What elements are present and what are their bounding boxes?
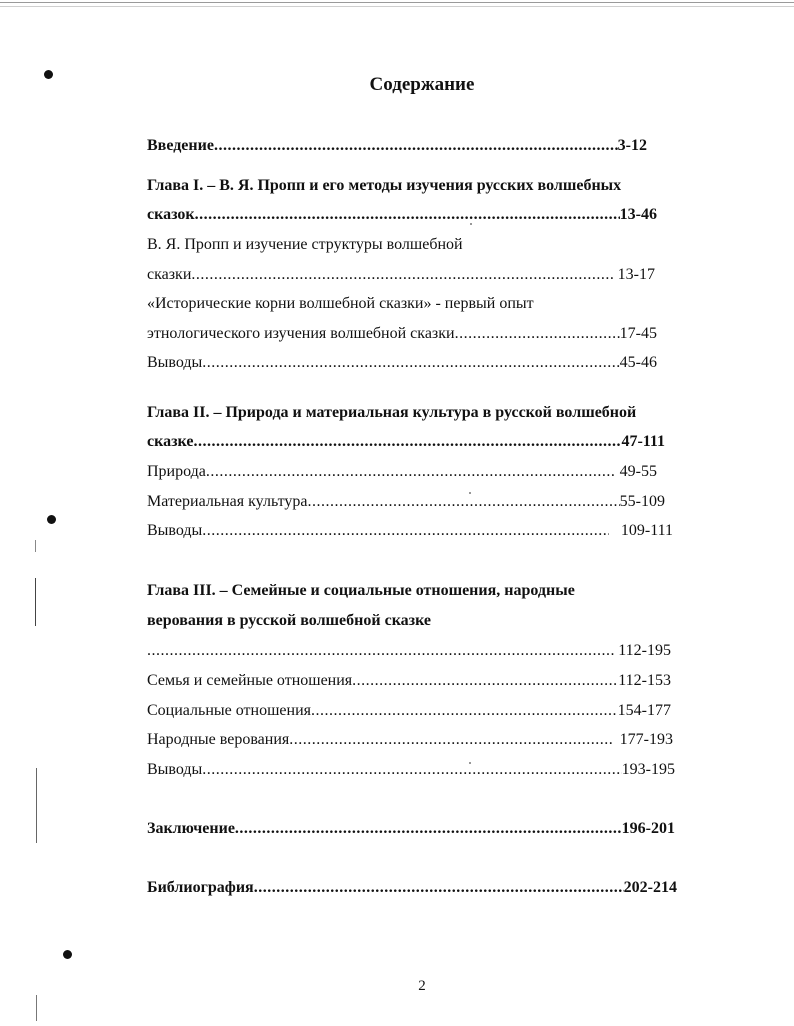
toc-entry — [147, 818, 675, 840]
toc-entry-title: Выводы — [147, 761, 203, 778]
toc-entry — [147, 293, 607, 315]
toc-entry-title: Глава III. – Семейные и социальные отношения, народные — [147, 582, 575, 599]
toc-entry — [147, 670, 671, 692]
toc-leader-dots — [193, 431, 621, 453]
toc-entry — [147, 759, 675, 781]
toc-entry-page: 196-201 — [621, 820, 675, 837]
toc-entry — [147, 610, 547, 632]
toc-entry-title: Материальная культура — [147, 493, 308, 510]
toc-entry — [147, 323, 657, 345]
toc-entry-title: сказок — [147, 206, 195, 223]
toc-entry-title: Народные верования — [147, 731, 290, 748]
toc-leader-dots — [202, 520, 609, 542]
toc-leader-dots — [235, 818, 622, 840]
punch-hole-mark — [63, 950, 72, 959]
toc-entry-title: В. Я. Пропп и изучение структуры волшебной — [147, 236, 463, 253]
scan-margin-mark — [36, 995, 37, 1021]
page-number: 2 — [418, 978, 426, 994]
toc-entry-page: 3-12 — [617, 137, 647, 154]
toc-leader-dots — [191, 264, 613, 286]
toc-leader-dots — [311, 700, 618, 722]
toc-entry — [147, 580, 647, 602]
scan-margin-mark — [35, 578, 36, 626]
toc-entry-title: Семья и семейные отношения — [147, 672, 353, 689]
scan-margin-mark — [35, 540, 36, 552]
toc-entry — [147, 352, 657, 374]
toc-entry-page: 109-111 — [608, 522, 673, 539]
toc-entry — [147, 640, 671, 662]
toc-entry-page: 154-177 — [617, 702, 671, 719]
toc-leader-dots — [455, 323, 620, 345]
toc-entry-title: этнологического изучения волшебной сказки — [147, 325, 455, 342]
toc-entry-title: Выводы — [147, 354, 203, 371]
toc-leader-dots — [254, 877, 624, 899]
scan-edge-line — [0, 6, 794, 7]
toc-entry — [147, 402, 707, 424]
toc-entry-page: 17-45 — [619, 325, 657, 342]
toc-entry-page: 177-193 — [611, 731, 673, 748]
toc-entry-page: 55-109 — [619, 493, 665, 510]
toc-entry-page: 112-153 — [618, 672, 671, 689]
scan-edge-line — [0, 2, 794, 3]
toc-entry-page: 13-17 — [613, 266, 655, 283]
toc-entry — [147, 431, 665, 453]
toc-entry-title: сказке — [147, 433, 194, 450]
toc-entry — [147, 700, 671, 722]
toc-entry-title: Заключение — [147, 820, 235, 837]
toc-entry-page: 202-214 — [623, 879, 677, 896]
toc-entry-title: «Исторические корни волшебной сказки» - первый опыт — [147, 295, 534, 312]
toc-entry-page: 112-195 — [614, 642, 671, 659]
toc-entry — [147, 729, 673, 751]
toc-entry — [147, 204, 657, 226]
toc-leader-dots — [147, 640, 614, 662]
toc-leader-dots — [195, 204, 620, 226]
toc-entry-title: Природа — [147, 463, 206, 480]
toc-entry-title: сказки — [147, 266, 192, 283]
toc-entry — [147, 264, 655, 286]
toc-entry — [147, 135, 647, 157]
page-title: Содержание — [369, 74, 475, 95]
toc-leader-dots — [308, 491, 620, 513]
punch-hole-mark — [47, 515, 56, 524]
toc-entry-title: Глава I. – В. Я. Пропп и его методы изучения русских волшебных — [147, 177, 622, 194]
toc-entry-page: 49-55 — [615, 463, 657, 480]
toc-leader-dots — [206, 461, 616, 483]
toc-leader-dots — [289, 729, 611, 751]
toc-entry — [147, 520, 673, 542]
toc-entry — [147, 491, 665, 513]
toc-entry-title: Социальные отношения — [147, 702, 311, 719]
toc-entry — [147, 877, 677, 899]
toc-entry-page: 47-111 — [621, 433, 665, 450]
toc-entry — [147, 175, 707, 197]
toc-entry-title: Выводы — [147, 522, 203, 539]
toc-entry-page: 13-46 — [619, 206, 657, 223]
toc-leader-dots — [202, 759, 621, 781]
toc-entry-title: Глава II. – Природа и материальная культура в русской волшебной — [147, 404, 637, 421]
toc-entry — [147, 461, 657, 483]
toc-entry-title: верования в русской волшебной сказке — [147, 612, 432, 629]
toc-leader-dots — [202, 352, 619, 374]
toc-entry-page: 45-46 — [619, 354, 657, 371]
scan-margin-mark — [36, 768, 37, 843]
toc-entry — [147, 234, 547, 256]
toc-leader-dots — [214, 135, 618, 157]
toc-entry-title: Введение — [147, 137, 214, 154]
toc-entry-title: Библиография — [147, 879, 254, 896]
toc-leader-dots — [352, 670, 618, 692]
toc-entry-page: 193-195 — [621, 761, 675, 778]
